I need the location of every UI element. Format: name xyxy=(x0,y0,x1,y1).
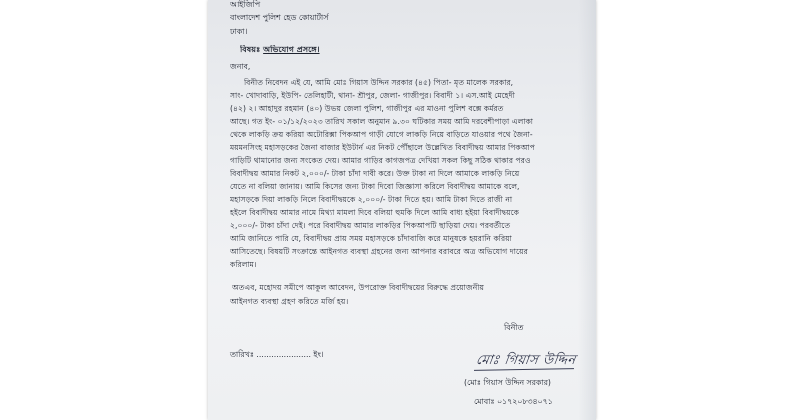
subject-line xyxy=(240,45,582,55)
recipient-line-1: আইজিপি xyxy=(230,0,261,9)
body-line: আসিতেছে। বিষয়টি সংক্রান্তে আইনগত ব্যবস্থা গ্রহনের জন্য আপনার বরাবরে অত্র অভিযোগ দায়ের xyxy=(230,247,528,256)
body-line: বিবাদীদ্বয় আমার নিকট ২,০০০/- টাকা চাঁদা দাবী করে। উক্ত টাকা না দিলে আমাকে লাকড়ি নিয়ে xyxy=(230,169,520,178)
closing-line: অতএব, মহোদয় সমীপে আকুল আবেদন, উপরোক্ত বিবাদীদ্বয়ের বিরুদ্ধে প্রয়োজনীয় xyxy=(232,283,485,292)
closing-line: আইনগত ব্যবস্থা গ্রহণ করিতে মর্জি হয়। xyxy=(230,297,349,306)
right-background xyxy=(598,0,800,420)
body-line: সাং- খোদাবাড়ি, ইউপি- তেলিহাটী, থানা- শ্রীপুর, জেলা- গাজীপুর। বিবাদী ১। এস.আই মেহেদী xyxy=(230,91,515,100)
sender-mobile: মোবাঃ ০১৭২০৮৩৪০৭১ xyxy=(474,397,553,406)
body-line: আমি জানিতে পারি যে, বিবাদীদ্বয় প্রায় সময় মহাসড়কে চাঁদাবাজি করে মানুষকে হয়রানি করিয়া xyxy=(230,234,512,243)
body-line: (৪২) ২। আহাদুর রহমান (৪০) উভয় জেলা পুলিশ, গাজীপুর এর মাওনা পুলিশ বক্সে কর্মরত xyxy=(230,104,504,113)
body-line: থেকে লাকড়ি ক্রয় করিয়া অটোরিক্সা পিকআপ গাড়ী যোগে লাকড়ি নিয়ে বাড়িতে যাওয়ার পথে জৈনা- xyxy=(230,130,533,139)
date-suffix: ইং। xyxy=(313,350,324,359)
body-line: হইলে বিবাদীদ্বয় আমার নামে মিথ্যা মামলা দিবে বলিয়া হুমকি দিলে আমি বাধ্য হইয়া বিবাদীদ্বয়কে xyxy=(230,208,520,217)
subject-text: অভিযোগ প্রসঙ্গে। xyxy=(263,45,320,54)
body-line: বিনীত নিবেদন এই যে, আমি মোঃ গিয়াস উদ্দিন সরকার (৪৫) পিতা- মৃত মালেক সরকার, xyxy=(244,78,514,87)
complaint-letter xyxy=(208,0,596,420)
date-label: তারিখঃ xyxy=(230,350,254,359)
recipient-line-2: বাংলাদেশ পুলিশ হেড কোয়ার্টার্স xyxy=(230,13,329,22)
subject-label: বিষয়ঃ xyxy=(240,45,261,54)
sender-name: (মোঃ গিয়াস উদ্দিন সরকার) xyxy=(464,378,551,387)
sign-off: বিনীত xyxy=(504,323,524,332)
body-line: গাড়িটি থামানোর জন্য সংকেত দেয়। আমার গাড়ির কাগজপত্র দেখিয়া সকল কিছু সঠিক থাকার পরও xyxy=(230,156,531,165)
body-line: করিলাম। xyxy=(230,260,257,269)
recipient-line-3: ঢাকা। xyxy=(230,27,248,36)
date-blank: ...................... xyxy=(256,350,311,359)
left-background xyxy=(0,0,205,420)
body-line: আছে। গত ইং- ০১/১২/২০২৩ তারিখ সকাল অনুমান ৯.৩০ ঘটিকার সময় আমি দরবেশীপাড়া এলাকা xyxy=(230,117,534,126)
handwritten-signature: মোঃ গিয়াস উদ্দিন xyxy=(475,353,577,368)
body-line: মহাসড়কে দিয়া লাকড়ি নিলে বিবাদীদ্বয়কে ২,০০০/- টাকা দিতে হয়। আমি টাকা দিতে রাজী না xyxy=(230,195,513,204)
salutation: জনাব, xyxy=(230,62,251,71)
date-line xyxy=(230,349,324,361)
body-line: ২,০০০/- টাকা চাঁদা দেই। পরে বিবাদীদ্বয় আমার লাকড়ির পিকআপটি ছাড়িয়া দেয়। পরবর্তীতে xyxy=(230,221,511,230)
body-line: যেতে না বলিয়া জানায়। আমি কিসের জন্য টাকা দিবো জিজ্ঞাসা করিলে বিবাদীদ্বয় আমাকে বলে, xyxy=(230,182,520,191)
body-line: ময়মনসিংহ মহাসড়কের জৈনা বাজার ইউটার্ন এর নিকট পৌঁছালে উল্লেখিত বিবাদীদ্বয় আমার পিকআপ xyxy=(230,143,535,152)
